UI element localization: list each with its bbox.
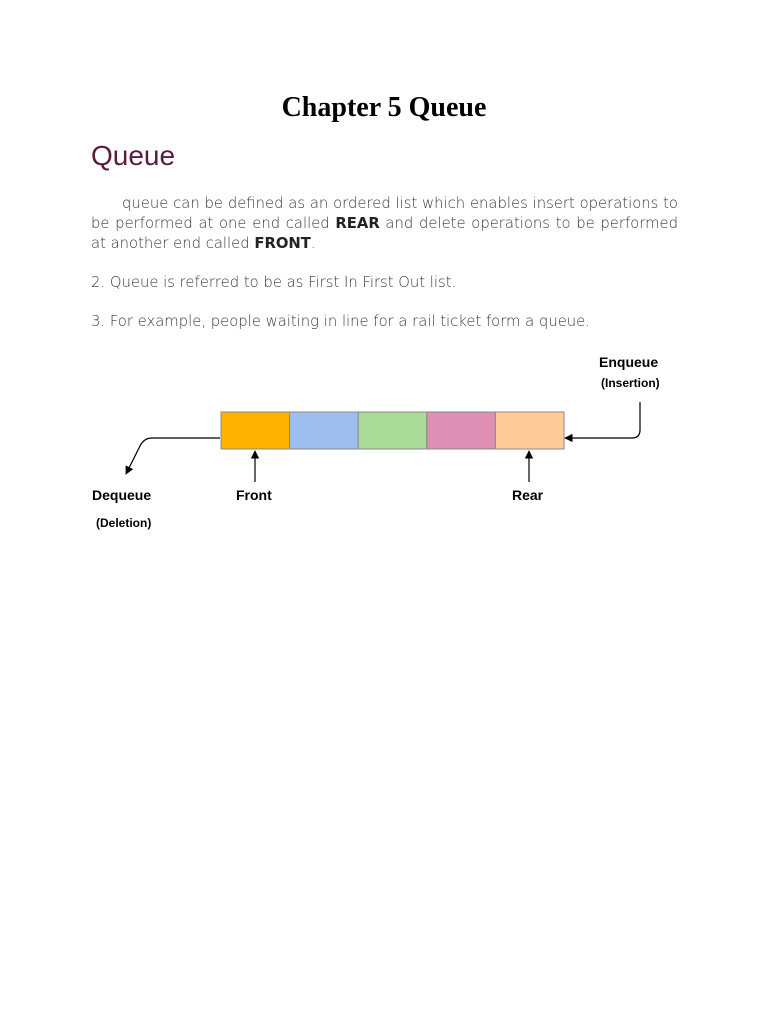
definition-text-1: queue can be defined as an ordered list which enables insert operations to be performed at one end called bbox=[91, 195, 678, 232]
enqueue-arrow bbox=[565, 402, 640, 438]
definition-paragraph bbox=[91, 194, 678, 254]
enqueue-label: Enqueue bbox=[599, 354, 659, 370]
dequeue-sub-label: (Deletion) bbox=[96, 516, 152, 530]
section-heading: Queue bbox=[91, 140, 176, 171]
queue-cell-3 bbox=[358, 412, 427, 449]
example-paragraph: 3. For example, people waiting in line for a rail ticket form a queue. bbox=[91, 313, 590, 330]
queue-cell-4 bbox=[427, 412, 496, 449]
page-title: Chapter 5 Queue bbox=[281, 92, 487, 123]
enqueue-sub-label: (Insertion) bbox=[601, 376, 660, 390]
dequeue-label: Dequeue bbox=[92, 487, 152, 503]
queue-cell-2 bbox=[290, 412, 359, 449]
front-keyword: FRONT bbox=[254, 235, 311, 252]
definition-text-3: . bbox=[310, 235, 316, 252]
fifo-paragraph: 2. Queue is referred to be as First In First Out list. bbox=[91, 274, 457, 291]
front-label: Front bbox=[236, 487, 272, 503]
queue-cell-1 bbox=[221, 412, 290, 449]
rear-keyword: REAR bbox=[335, 215, 380, 232]
queue-cell-5 bbox=[495, 412, 564, 449]
dequeue-arrow bbox=[126, 438, 220, 474]
rear-label: Rear bbox=[512, 487, 544, 503]
definition-text-2: and delete operations to be performed at another end called bbox=[91, 215, 678, 252]
queue-cells bbox=[221, 412, 564, 449]
queue-diagram bbox=[88, 350, 680, 534]
